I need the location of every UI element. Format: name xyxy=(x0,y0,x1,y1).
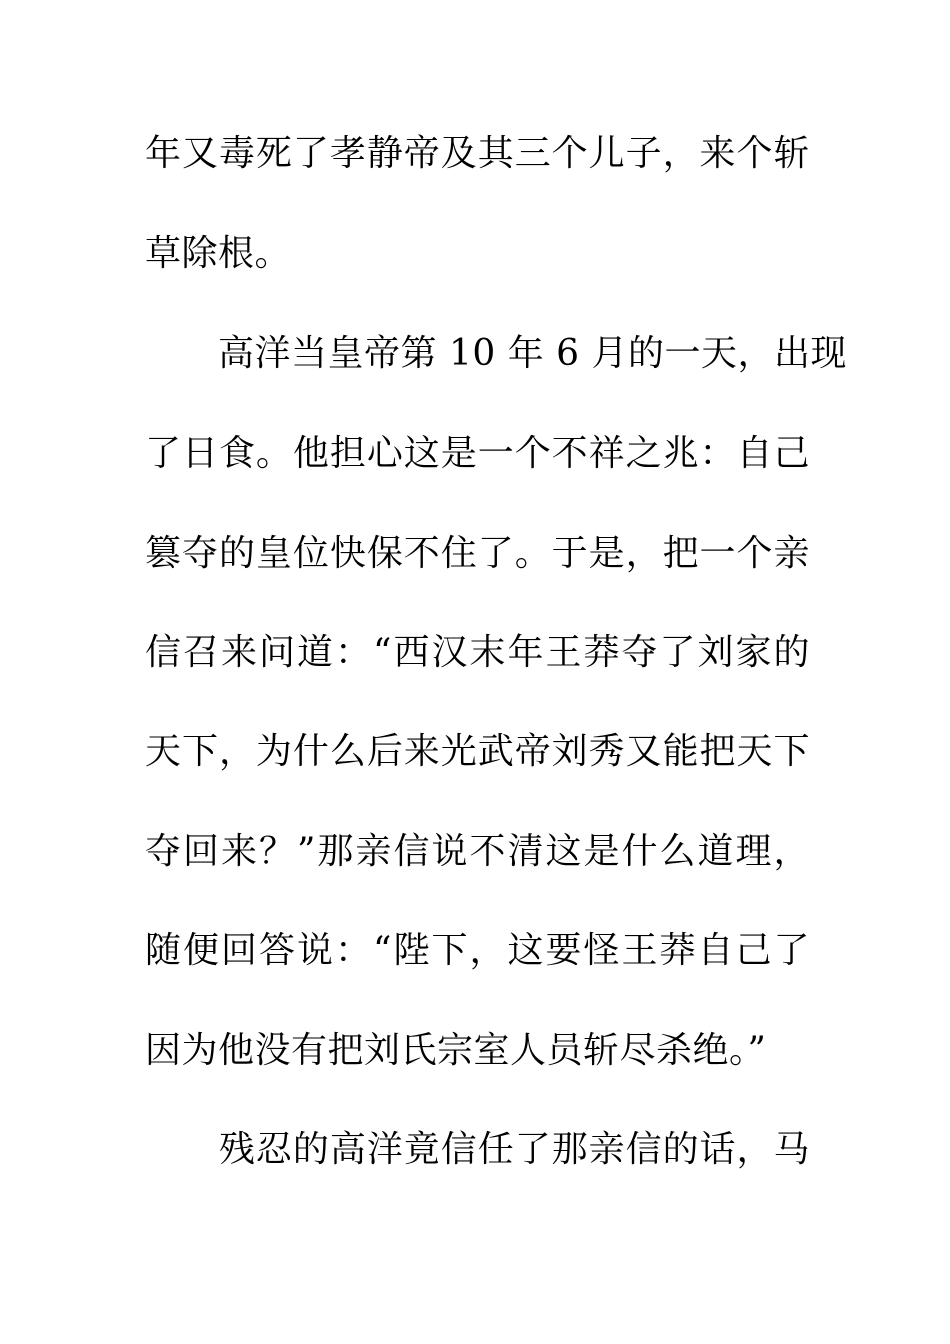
text-line-2: 草除根。 xyxy=(145,233,292,274)
text-line-1: 年又毒死了孝静帝及其三个儿子，来个斩 xyxy=(145,133,810,174)
text-line-8: 夺回来？”那亲信说不清这是什么道理， xyxy=(145,831,810,872)
text-line-5: 篡夺的皇位快保不住了。于是，把一个亲 xyxy=(145,533,810,574)
text-line-7: 天下，为什么后来光武帝刘秀又能把天下 xyxy=(145,731,810,772)
text-line-3: 高洋当皇帝第 10 年 6 月的一天，出现 xyxy=(145,333,847,374)
text-line-9: 随便回答说：“陛下，这要怪王莽自己了 xyxy=(145,930,810,971)
text-line-4: 了日食。他担心这是一个不祥之兆：自己 xyxy=(145,433,810,474)
text-line-6: 信召来问道：“西汉末年王莽夺了刘家的 xyxy=(145,632,810,673)
text-line-10: 因为他没有把刘氏宗室人员斩尽杀绝。” xyxy=(145,1030,767,1071)
text-line-11: 残忍的高洋竟信任了那亲信的话，马 xyxy=(145,1129,810,1170)
